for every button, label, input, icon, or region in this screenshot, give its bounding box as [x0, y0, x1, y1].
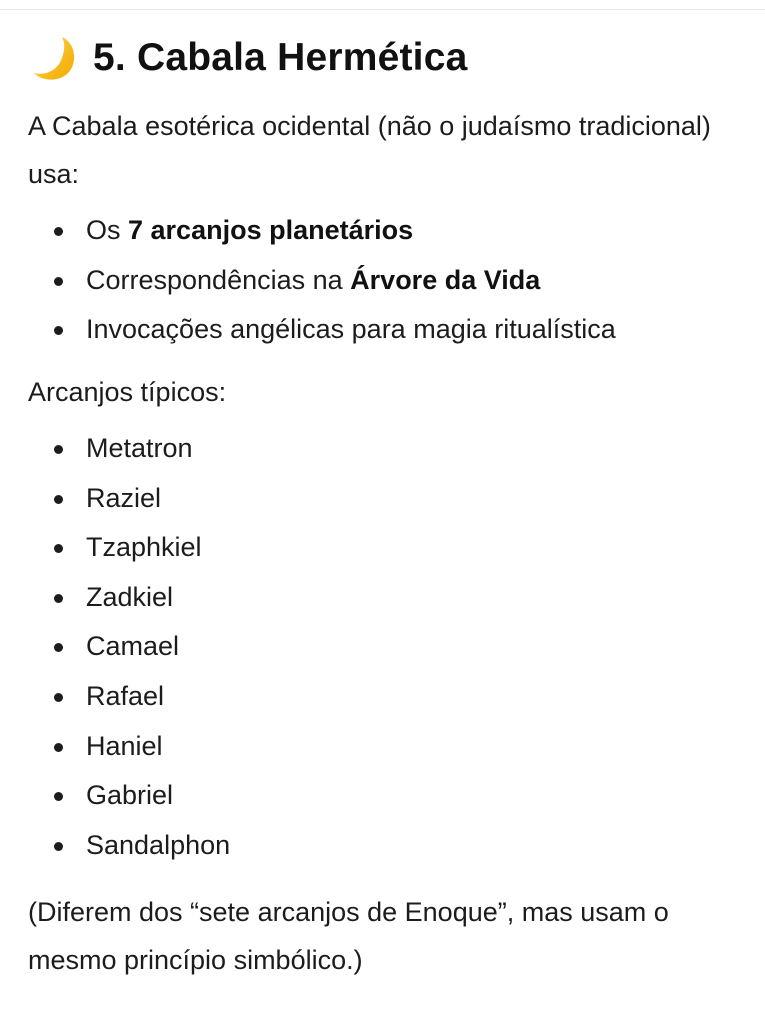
bold-term: 7 arcanjos planetários — [128, 215, 414, 245]
list-item: Gabriel — [28, 771, 738, 821]
bullet-icon — [54, 227, 63, 236]
bullet-icon — [54, 842, 63, 851]
top-divider — [0, 9, 765, 10]
list-item: Invocações angélicas para magia ritualística — [28, 305, 738, 355]
list-item: Zadkiel — [28, 573, 738, 623]
arcanjos-heading: Arcanjos típicos: — [28, 377, 227, 407]
bullet-icon — [54, 326, 63, 335]
list-item: Raziel — [28, 474, 738, 524]
bullet-icon — [54, 792, 63, 801]
list-item: Tzaphkiel — [28, 523, 738, 573]
bullet-icon — [54, 594, 63, 603]
list-item: Haniel — [28, 722, 738, 772]
intro-paragraph: A Cabala esotérica ocidental (não o judaísmo tradicional) usa: — [28, 111, 711, 189]
bullet-icon — [54, 693, 63, 702]
bullet-icon — [54, 643, 63, 652]
list-item: Metatron — [28, 424, 738, 474]
section-heading — [28, 28, 468, 88]
crescent-moon-icon — [29, 33, 79, 83]
bullet-icon — [54, 495, 63, 504]
list-item: Correspondências na Árvore da Vida — [28, 256, 738, 306]
bullet-icon — [54, 277, 63, 286]
bullet-icon — [54, 544, 63, 553]
list-item: Rafael — [28, 672, 738, 722]
uses-list — [28, 206, 738, 355]
list-item: Camael — [28, 622, 738, 672]
bullet-icon — [54, 743, 63, 752]
section-title: 5. Cabala Hermética — [93, 36, 468, 79]
closing-paragraph: (Diferem dos “sete arcanjos de Enoque”, mas usam o mesmo princípio simbólico.) — [28, 897, 669, 975]
bullet-icon — [54, 445, 63, 454]
arcanjos-list — [28, 424, 738, 870]
list-item: Os 7 arcanjos planetários — [28, 206, 738, 256]
list-item: Sandalphon — [28, 821, 738, 871]
bold-term: Árvore da Vida — [350, 264, 541, 295]
